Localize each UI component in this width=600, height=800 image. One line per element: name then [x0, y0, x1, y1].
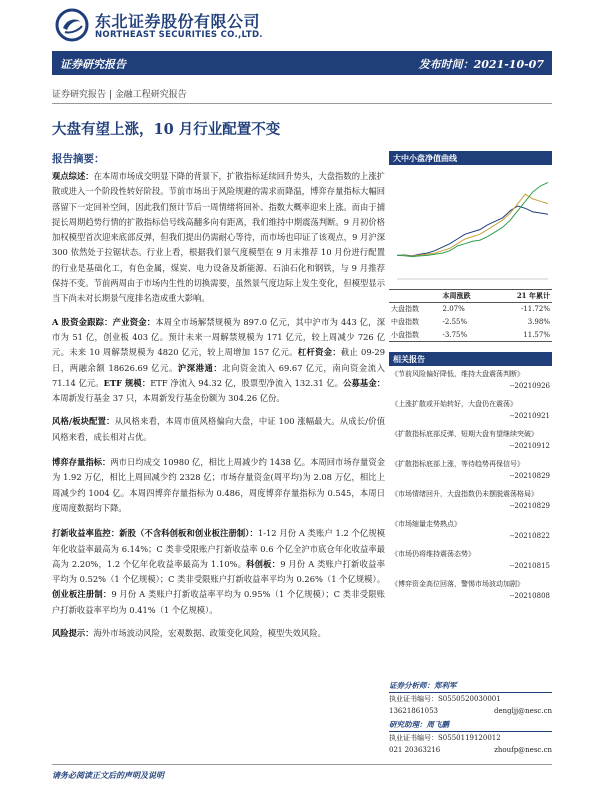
list-item[interactable]	[389, 518, 552, 542]
related-heading: 相关报告	[389, 352, 552, 366]
list-item[interactable]	[389, 368, 552, 392]
series-line-大盘	[397, 206, 548, 256]
list-item[interactable]	[389, 578, 552, 602]
etf-text: ETF 净流入 94.32 亿，股票型净流入 132.31 亿。	[150, 377, 344, 388]
related-title: 《市场情绪回升，大盘指数仍未摆脱震荡格局》	[391, 490, 538, 498]
company-name-en: NORTHEAST SECURITIES CO.,LTD.	[95, 30, 263, 40]
banner-publish-date: 发布时间：2021-10-07	[418, 58, 544, 71]
view-text: 在本周市场成交明显下降的背景下，扩散指标延续回升势头，大盘指数的上涨扩散或进入一个阶段性转好阶段。节前市场出于风险规避的需求而降温，博弈存量指标大幅回落留下一定回补空间，因此我们预计节后一周情绪将回补、指数大概率迎来上涨。而由于捕捉长周期趋势行情的扩散指标信号线高翻多向有距离，我们维持中期震荡判断。9 月初价格加权模型首次迎来底部反弹，但我们提出仍需耐心等待，而市场也印证了该观点，9 月沪深 300 依然处于拉锯状态。行业上看，根据我们景气度模型在 9 月末推荐 10 月份进行配置的行业是基础化工，有色金属，煤炭、电力设备及新能源、石油石化和钢铁，与 9 月推荐保持不变。节前两周由于市场内生性的切换需要，虽然景气度边际上发生变化，但模型显示当下尚未对长期景气度排名造成重大影响。	[52, 171, 385, 304]
list-item[interactable]	[389, 548, 552, 572]
related-title: 《市场缩量走势熟点》	[391, 520, 461, 528]
summary-heading: 报告摘要：	[52, 153, 105, 165]
list-item[interactable]	[389, 428, 552, 452]
perf-cell: -3.75%	[441, 329, 493, 342]
fund-text: 本周新发行基金 37 只，本周新发行基金份额为 304.26 亿份。	[52, 393, 285, 404]
list-item[interactable]	[389, 458, 552, 482]
game-paragraph	[52, 455, 385, 516]
related-date: --20210822	[509, 532, 550, 540]
series-line-小盘	[397, 182, 548, 256]
style-text: 从风格来看，本周市值风格偏向大盘，中证 100 涨幅最大。从成长/价值风格来看，成长相对占优。	[52, 416, 385, 442]
nav-chart-svg	[389, 165, 552, 289]
related-date: --20210926	[509, 382, 550, 390]
breadcrumb: 证券研究报告 | 金融工程研究报告	[52, 90, 187, 100]
connect-label: 沪深港通：	[177, 362, 223, 373]
assistant-email[interactable]: zhoufp@nesc.cn	[494, 746, 552, 754]
report-body	[52, 151, 385, 649]
footer-divider	[52, 764, 552, 765]
list-item[interactable]	[389, 398, 552, 422]
style-label: 风格/板块配置：	[52, 416, 115, 427]
perf-header	[389, 290, 441, 303]
etf-label: ETF 规模：	[103, 377, 151, 388]
related-title: 《市场仍将维持震荡态势》	[391, 550, 475, 558]
page-title: 大盘有望上涨，10 月行业配置不变	[52, 121, 281, 138]
related-date: --20210815	[509, 562, 550, 570]
performance-header-row	[389, 290, 552, 303]
perf-cell: -11.72%	[520, 305, 550, 314]
series-line-中盘	[397, 194, 548, 256]
analyst-email[interactable]: dengljj@nesc.cn	[493, 707, 552, 715]
related-date: --20210912	[509, 442, 550, 450]
industry-capital-text: 本周全市场解禁规模为 897.0 亿元，其中沪市为 443 亿，深市为 51 亿，创业板 403 亿。预计未来一周解禁规模为 171 亿元，较上周减少 726 亿元。未来 10 周解禁规模为 4820 亿元，较上周增加 157 亿元。	[52, 316, 385, 358]
kcb-text: 9 月份 A 类账户打新收益率平均为 0.52%（1 个亿规模）；C 类非受限账户打新收益率平均为 0.26%（1 个亿规模）。	[52, 558, 385, 585]
leverage-text: 截止 09-29 日，两融余额 18626.69 亿元。	[52, 347, 385, 373]
divider	[52, 103, 552, 104]
ipo-label: 打新收益率监控：新股（不含科创板和创业板注册制）：	[52, 528, 258, 539]
perf-cell: 大盘指数	[391, 305, 419, 314]
ipo-text: 1-12 月份 A 类账户 1.2 个亿规模年化收益率最高为 6.14%；C 类非受限账户打新收益率 0.6 个亿全沪市底仓年化收益率最高为 2.20%，1.2 个亿年化收益率最高为 1.10%。	[52, 528, 386, 569]
kcb-label: 科创板：	[246, 558, 281, 569]
table-row	[389, 303, 552, 316]
connect-text: 北向资金流入 69.67 亿元，南向资金流入 71.14 亿元。	[52, 362, 385, 388]
related-title: 《上涨扩散或开始转好，大盘仍在震荡》	[391, 400, 517, 408]
assistant-contact	[389, 744, 552, 756]
perf-cell: 11.57%	[492, 329, 552, 342]
analyst-role: 证券分析师：郑利军	[389, 680, 552, 693]
related-date: --20210808	[509, 592, 550, 600]
cyb-label: 创业板注册制：	[52, 589, 112, 600]
assistant-role: 研究助理：周飞鹏	[389, 719, 552, 732]
report-banner	[52, 51, 552, 75]
related-reports-list	[389, 368, 552, 602]
table-row	[389, 329, 552, 342]
analyst-contact	[389, 705, 552, 717]
performance-table	[389, 289, 552, 342]
related-title: 《节前风险偏好降低，维持大盘震荡判断》	[391, 370, 524, 378]
perf-cell: 中盘指数	[391, 318, 419, 326]
perf-header: 本周涨跌	[441, 290, 493, 303]
banner-report-type: 证券研究报告	[60, 58, 126, 71]
analyst-phone: 13621861053	[389, 707, 438, 715]
game-label: 博弈存量指标：	[52, 457, 111, 468]
footer-disclaimer[interactable]: 请务必阅读正文后的声明及说明	[52, 770, 164, 780]
fund-label: 公募基金：	[343, 377, 386, 388]
chart-heading: 大中小盘净值曲线	[389, 151, 552, 165]
industry-capital-label: 产业资金：	[112, 316, 156, 327]
game-text: 两市日均成交 10980 亿，相比上周减少约 1438 亿。本周回市场存量资金为 1.92 万亿，相比上周回减少约 2328 亿；市场存量资金(周平均)为 2.08 万亿，相比上周减少约 1004 亿。本周四博弈存量指标为 0.486，周度博弈存量指标为 0.545，本周日度周度数据均下降。	[52, 457, 385, 513]
risk-text: 海外市场波动风险，宏观数据、政策变化风险，模型失效风险。	[93, 628, 326, 639]
related-date: --20210921	[509, 412, 550, 420]
a-share-label: A 股资金跟踪：	[52, 316, 113, 327]
analyst-cert: 执业证书编号：S0550520030001	[389, 695, 501, 703]
view-paragraph	[52, 169, 385, 307]
style-paragraph	[52, 414, 385, 445]
perf-cell: 2.07%	[442, 305, 465, 314]
analyst-info	[389, 680, 552, 756]
perf-header: 21 年累计	[492, 290, 552, 303]
table-row	[389, 316, 552, 329]
related-date: --20210829	[509, 472, 550, 480]
perf-cell: 小盘指数	[389, 329, 441, 342]
sidebar	[389, 151, 552, 608]
related-title: 《扩散指标底部反弹，短期大盘有望继续突破》	[391, 430, 538, 438]
company-logo	[55, 6, 315, 46]
nav-chart	[389, 165, 552, 289]
list-item[interactable]	[389, 488, 552, 512]
assistant-cert: 执业证书编号：S0550119120012	[389, 734, 501, 742]
related-title: 《博弈资金高位回落，警惕市场波动加剧》	[391, 580, 524, 588]
company-name-cn: 东北证券股份有限公司	[95, 12, 261, 31]
risk-paragraph	[52, 626, 385, 641]
ipo-paragraph	[52, 526, 385, 618]
perf-cell: -2.55%	[442, 318, 468, 326]
perf-cell: 3.98%	[527, 318, 550, 326]
cyb-text: 9 月份 A 类账户打新收益率平均为 0.95%（1 个亿规模）；C 类非受限账户打新收益率平均为 0.41%（1 个亿规模）。	[52, 589, 385, 615]
related-title: 《扩散指标底部上涨，等待趋势再保信号》	[391, 460, 524, 468]
risk-label: 风险提示：	[52, 628, 94, 639]
leverage-label: 杠杆资金：	[297, 347, 341, 358]
related-date: --20210829	[509, 502, 550, 510]
assistant-phone: 021 20363216	[389, 746, 441, 754]
company-logo-icon	[55, 8, 89, 42]
a-share-paragraph	[52, 315, 385, 407]
view-label: 观点综述：	[52, 171, 94, 181]
